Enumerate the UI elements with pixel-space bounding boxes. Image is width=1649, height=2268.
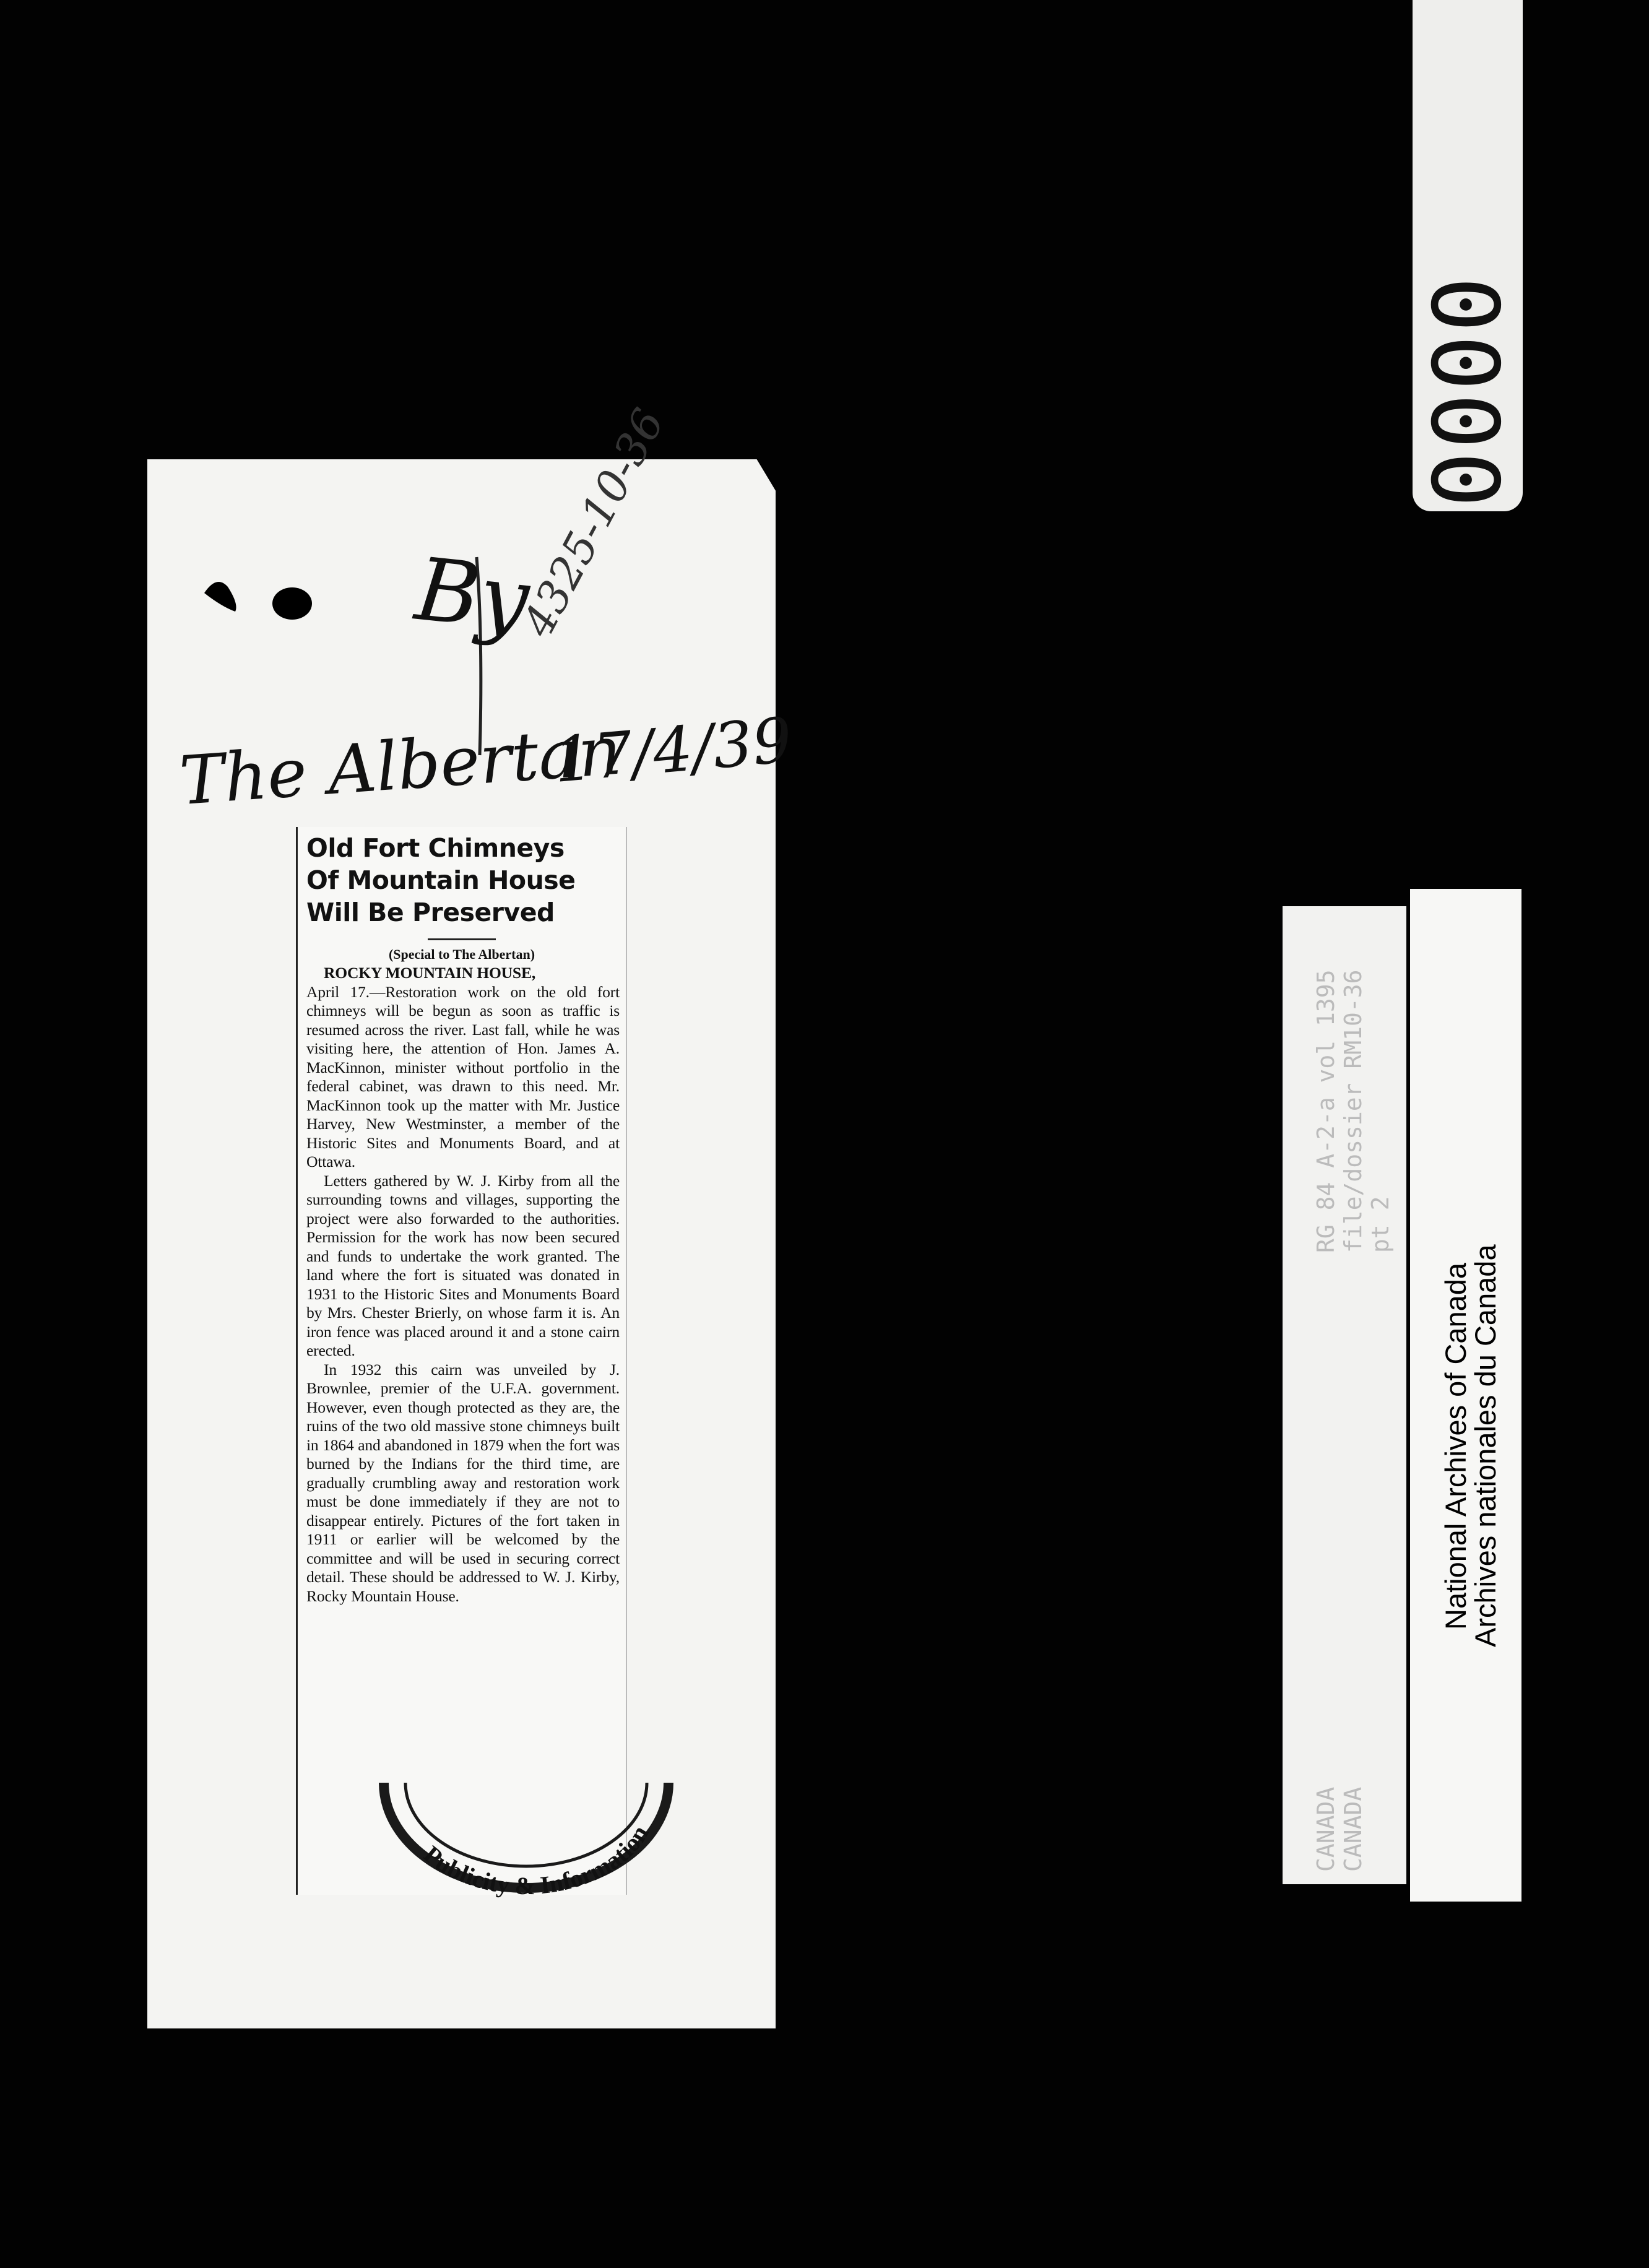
frame-counter-strip: [1413, 0, 1523, 511]
archives-name-en: National Archives of Canada: [1439, 1262, 1472, 1630]
reel-reference-line: RG 84 A-2-a vol 1395: [1312, 969, 1340, 1253]
headline-rule: [428, 938, 496, 940]
handwritten-file-number: 4325-10-36: [512, 400, 675, 645]
reel-country-fr: CANADA: [1340, 1786, 1367, 1872]
headline-line: Of Mountain House: [306, 865, 576, 895]
reel-country-en: CANADA: [1312, 1786, 1340, 1872]
archives-name: [1439, 1167, 1502, 1725]
frame-counter: 0000: [1414, 274, 1522, 508]
reel-part-line: pt 2: [1367, 1196, 1394, 1253]
article-paragraph: In 1932 this cairn was unveiled by J. Brownlee, premier of the U.F.A. government. However, even though protected as they are, the ruins of the two old massive stone chimneys built in 1864 and abandoned in 1879 when the fort was burned by the Indians for the third time, are gradually crumbling away and restoration work must be done immediately if they are not to disappear entirely. Pictures of the fort taken in 1911 or earlier will be welcomed by the committee and will be used in securing correct detail. These should be addressed to W. J. Kirby, Rocky Mountain House.: [306, 1360, 620, 1605]
reel-file-line: file/dossier RM10-36: [1340, 969, 1367, 1253]
archives-name-fr: Archives nationales du Canada: [1469, 1244, 1502, 1648]
handwritten-initials: By: [410, 539, 534, 652]
reel-country: [1312, 1686, 1367, 1872]
svg-text:Publicity & Information: Publicity & Information: [418, 1820, 654, 1900]
archives-label: [1410, 889, 1521, 1902]
dateline: ROCKY MOUNTAIN HOUSE,: [324, 964, 536, 982]
newspaper-clipping: [296, 827, 626, 1895]
headline: [306, 832, 626, 928]
handwritten-date: 17/4/39: [550, 703, 795, 797]
article-body: [306, 964, 620, 1606]
headline-line: Old Fort Chimneys: [306, 833, 565, 863]
article-paragraph: Letters gathered by W. J. Kirby from all the surrounding towns and villages, supporting the project were also forwarded to the authorities. Permission for the work has now been secured and funds to undertake the work granted. The land where the fort is situated was donated in 1931 to the Historic Sites and Monuments Board by Mrs. Chester Brierly, on whose farm it is. An iron fence was placed around it and a stone cairn erected.: [306, 1171, 620, 1359]
special-credit: (Special to The Albertan): [388, 946, 535, 962]
article-paragraph: April 17.—Restoration work on the old fort chimneys will be begun as soon as traffic is resumed across the river. Last fall, while he was visiting here, the attention of Hon. James A. MacKinnon, minister without portfolio in the federal cabinet, was drawn to this need. Mr. MacKinnon took up the matter with Mr. Justice Harvey, New Westminster, a member of the Historic Sites and Monuments Board, and at Ottawa.: [306, 982, 620, 1171]
handwritten-source: The Albertan: [177, 712, 624, 820]
reel-reference: [1312, 931, 1394, 1253]
headline-line: Will Be Preserved: [306, 898, 555, 927]
reel-label: [1283, 906, 1406, 1884]
